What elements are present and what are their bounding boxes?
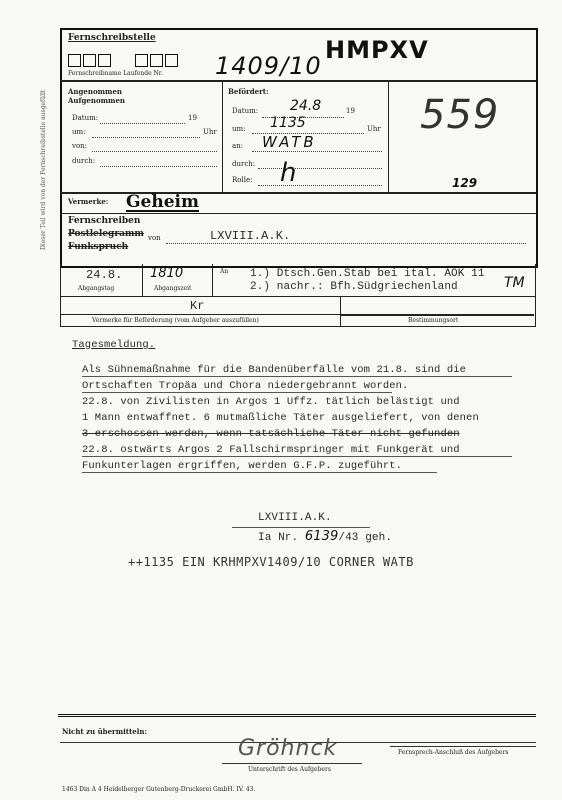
- signature: Gröhnck: [238, 736, 338, 761]
- forwarded-roll-label: Rolle:: [232, 176, 253, 184]
- field-line: [92, 137, 200, 138]
- field-line: [258, 185, 382, 186]
- side-note: Dieser Teil wird von der Fernschreibstelle ausgefüllt: [40, 89, 47, 250]
- signature-line: [222, 763, 362, 764]
- small-number: 129: [452, 176, 478, 190]
- body-line: Funkunterlagen ergriffen, werden G.F.P. zugeführt.: [82, 460, 403, 472]
- sig-ref-prefix: Ia Nr.: [258, 532, 299, 544]
- box: [83, 54, 96, 67]
- notes-label: Vermerke:: [68, 197, 109, 206]
- field-line: [166, 243, 526, 244]
- body-line: Ortschaften Tropäa und Chora niedergebrannt worden.: [82, 380, 409, 392]
- msg-type-1: Fernschreiben: [68, 216, 141, 226]
- received-from-label: von:: [72, 142, 88, 150]
- msg-type-3: Funkspruch: [68, 242, 129, 252]
- divider: [60, 314, 340, 315]
- received-year-label: 19: [188, 114, 197, 122]
- phone-line: [390, 746, 536, 747]
- sig-ref-suffix: /43 geh.: [338, 532, 393, 544]
- sig-unit: LXVIII.A.K.: [258, 512, 332, 524]
- divider: [232, 527, 370, 528]
- box: [68, 54, 81, 67]
- forwarded-to-label: an:: [232, 142, 244, 150]
- body-underline: [82, 392, 392, 393]
- destination-label: Bestimmungsort: [408, 317, 459, 324]
- body-heading: Tagesmeldung.: [72, 339, 156, 351]
- box: [150, 54, 163, 67]
- divider: [142, 264, 143, 296]
- forwarded-year-label: 19: [346, 107, 355, 115]
- body-line: Als Sühnemaßnahme für die Bandenüberfälle vom 21.8. sind die: [82, 364, 467, 376]
- forwarded-title: Befördert:: [228, 87, 269, 96]
- field-line: [100, 123, 185, 124]
- footer-rule: [58, 714, 536, 717]
- not-transmit-label: Nicht zu übermitteln:: [62, 727, 148, 736]
- signature-label: Unterschrift des Aufgebers: [248, 766, 331, 773]
- body-line: 1 Mann entwaffnet. 6 mutmaßliche Täter ausgeliefert, von denen: [82, 412, 479, 424]
- phone-label: Fernsprech-Anschluß des Aufgebers: [398, 749, 509, 756]
- field-line: [262, 117, 344, 118]
- priority-value: Kr: [190, 299, 205, 313]
- priority-label: Vermerke für Beförderung (vom Aufgeber auszufüllen): [92, 317, 259, 324]
- printer-line: 1463 Din A 4 Heidelberger Gutenberg-Druckerei GmbH. IV. 43.: [62, 786, 256, 793]
- forwarded-time-value: 1135: [270, 115, 306, 131]
- forwarded-to-value: WATB: [262, 133, 317, 151]
- divider: [388, 80, 389, 192]
- station-label: Fernschreibstelle: [68, 33, 156, 43]
- body-line: 22.8. von Zivilisten in Argos 1 Uffz. tätlich belästigt und: [82, 396, 460, 408]
- received-time-label: um:: [72, 128, 86, 136]
- forwarded-date-value: 24.8: [290, 98, 322, 114]
- recipient-1: 1.) Dtsch.Gen.Stab bei ital. AOK 11: [250, 268, 485, 280]
- msg-type-2: Postlelegramm: [68, 229, 144, 239]
- box: [135, 54, 148, 67]
- field-line: [252, 133, 364, 134]
- forwarded-date-label: Datum:: [232, 107, 259, 115]
- recipient-mark: TM: [504, 275, 525, 291]
- sig-ref-number: 6139: [304, 529, 339, 544]
- forwarded-roll-value: h: [280, 158, 297, 188]
- recipient-2: 2.) nachr.: Bfh.Südgriechenland: [250, 281, 458, 293]
- body-underline: [82, 456, 512, 457]
- dispatch-time-label: Abgangszeit: [154, 285, 192, 292]
- received-title-1: Angenommen: [68, 87, 122, 96]
- big-number: 559: [420, 92, 500, 138]
- field-line: [100, 166, 217, 167]
- msg-from-value: LXVIII.A.K.: [210, 229, 291, 243]
- divider: [340, 314, 534, 316]
- teletype-line: ++1135 EIN KRHMPXV1409/10 CORNER WATB: [128, 555, 414, 569]
- stamp-code: HMPXV: [325, 36, 429, 64]
- body-underline: [82, 376, 512, 377]
- forwarded-time-label: um:: [232, 125, 246, 133]
- handwritten-number: 1409/10: [215, 52, 322, 80]
- divider: [212, 264, 213, 296]
- field-line: [252, 151, 382, 152]
- msg-from-label: von: [148, 234, 161, 242]
- field-line: [92, 151, 217, 152]
- box: [98, 54, 111, 67]
- received-hour-label: Uhr: [203, 128, 217, 136]
- sig-ref: [258, 529, 392, 544]
- divider: [60, 80, 536, 82]
- divider: [222, 80, 223, 192]
- box: [165, 54, 178, 67]
- body-underline: [82, 472, 437, 473]
- dispatch-day-value: 24.8.: [86, 268, 123, 282]
- received-date-label: Datum:: [72, 114, 99, 122]
- received-title-2: Aufgenommen: [68, 96, 125, 105]
- dispatch-to-label: An: [220, 268, 229, 275]
- dispatch-day-label: Abgangstag: [78, 285, 115, 292]
- received-by-label: durch:: [72, 157, 96, 165]
- station-boxes: [68, 52, 180, 71]
- forwarded-hour-label: Uhr: [367, 125, 381, 133]
- body-line: 22.8. ostwärts Argos 2 Fallschirmspringer mit Funkgerät und: [82, 444, 460, 456]
- forwarded-by-label: durch:: [232, 160, 256, 168]
- dispatch-time-value: 1810: [150, 266, 184, 281]
- field-line: [258, 168, 382, 169]
- secret-stamp: Geheim: [126, 192, 199, 212]
- divider: [340, 296, 341, 326]
- divider: [60, 213, 536, 214]
- station-sub-label: Fernschreibname Laufende Nr.: [68, 70, 163, 77]
- body-line: 3 erschossen werden, wenn tatsächliche Täter nicht gefunden: [82, 428, 460, 440]
